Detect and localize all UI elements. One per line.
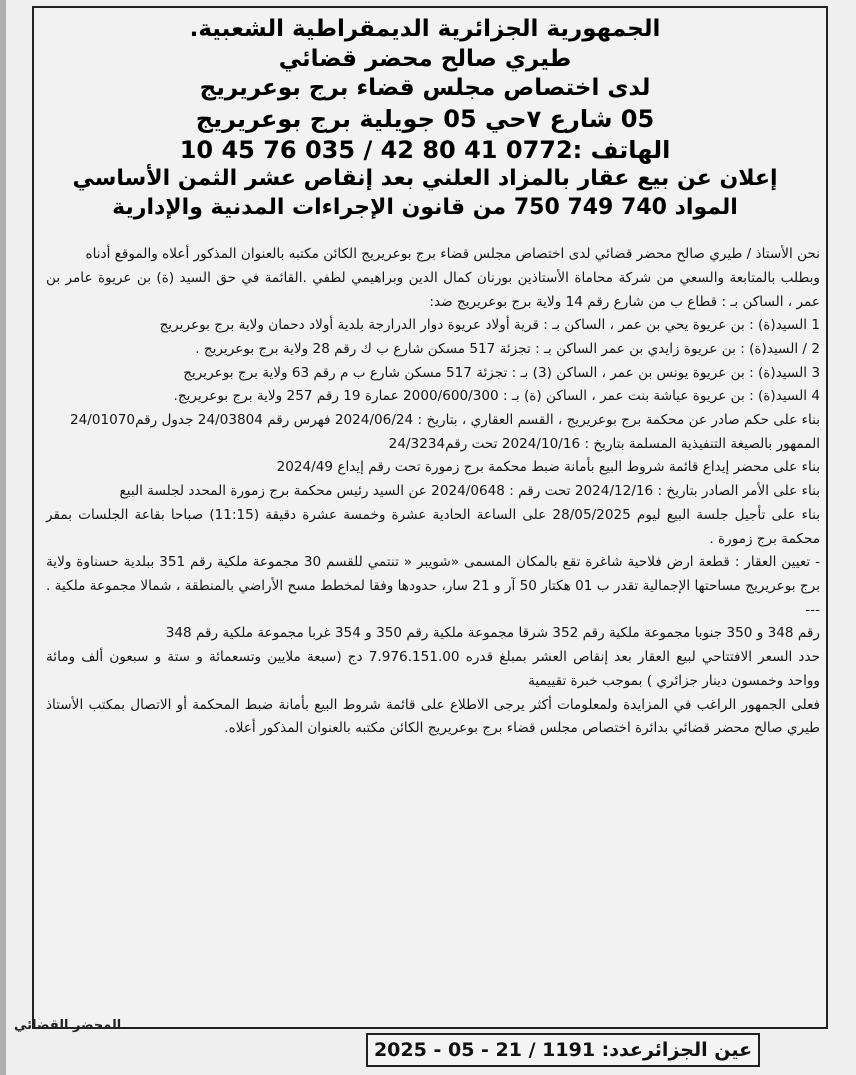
body-paragraph: 3 السيد(ة) : بن عريوة يونس بن عمر ، الساكن (3) بـ : تجزئة 517 مسكن شارع ب م رقم 63 ولاية برج بوعريريج xyxy=(183,364,820,381)
header-republic-name: الجمهورية الجزائرية الديمقراطية الشعبية. xyxy=(189,16,661,42)
body-paragraph: بناء على حكم صادر عن محكمة برج بوعريريج ، القسم العقاري ، بتاريخ : 2024/06/24 فهرس رقم 24/03804 جدول رقم24/01070 xyxy=(69,412,820,429)
announcement-header xyxy=(34,8,826,221)
body-paragraph: الممهور بالصيغة التنفيذية المسلمة بتاريخ : 2024/10/16 تحت رقم24/3234 xyxy=(388,435,820,452)
newspaper-issue-box xyxy=(366,1033,760,1067)
announcement-frame xyxy=(32,6,828,1029)
announcement-title: إعلان عن بيع عقار بالمزاد العلني بعد إنقاص عشر الثمن الأساسي xyxy=(72,166,778,192)
body-paragraph: بناء على محضر إيداع قائمة شروط البيع بأمانة ضبط محكمة برج زمورة تحت رقم إيداع 2024/49 xyxy=(276,459,820,476)
header-bailiff-name: طيري صالح محضر قضائي xyxy=(278,45,572,72)
body-paragraph: نحن الأستاذ / طيري صالح محضر قضائي لدى اختصاص مجلس قضاء برج بوعريريج الكائن مكتبه بالعنوان المذكور أعلاه والموقع أدناه xyxy=(85,246,820,263)
body-paragraph: رقم 348 و 350 جنوبا مجموعة ملكية رقم 352 شرقا مجموعة ملكية رقم 350 و 354 غربا مجموعة ملكية رقم 348 xyxy=(165,625,820,642)
announcement-body xyxy=(34,221,826,741)
header-address: 05 شارع ٧حي 05 جويلية برج بوعريريج xyxy=(195,104,655,133)
scan-edge-shadow xyxy=(0,0,6,1075)
header-phone: الهاتف :0772 41 80 42 / 035 76 45 10 xyxy=(179,135,671,164)
body-paragraph: بناء على الأمر الصادر بتاريخ : 2024/12/16 تحت رقم : 2024/0648 عن السيد رئيس محكمة برج زمورة المحدد لجلسة البيع xyxy=(119,483,820,500)
body-paragraph: 4 السيد(ة) : بن عريوة عياشة بنت عمر ، الساكن (ة) بـ : 2000/600/300 عمارة 19 رقم 257 ولاية برج بوعريريج. xyxy=(173,388,820,405)
body-paragraph: 2 / السيد(ة) : بن عريوة زايدي بن عمر الساكن بـ : تجزئة 517 مسكن شارع ب ك رقم 28 ولاية برج بوعريريج . xyxy=(195,340,820,357)
legal-articles: المواد 740 749 750 من قانون الإجراءات المدنية والإدارية xyxy=(112,194,738,220)
body-paragraph: - تعيين العقار : قطعة ارض فلاحية شاغرة تقع بالمكان المسمى «شويبر « تنتمي للقسم 30 مجموعة ملكية رقم 351 ببلدية حسناوة ولاية برج بوعريريج مساحتها الإجمالية تقدر ب 01 هكتار 50 آر و 21 سار، حدودها وفقا لمخطط مسح الأراضي بالمنطقة ، شمالا مجموعة ملكية . --- xyxy=(46,554,820,618)
body-paragraph: 1 السيد(ة) : بن عريوة يحي بن عمر ، الساكن بـ : قرية أولاد عريوة دوار الدرارجة بلدية أولاد دحمان ولاية برج بوعريريج xyxy=(159,317,820,334)
body-paragraph: وبطلب بالمتابعة والسعي من شركة محاماة الأستاذين بورنان كمال الدين وبراهيمي لطفي .القائمة في حق السيد (ة) بن عريوة عامر بن عمر ، الساكن بـ : قطاع ب من شارع رقم 14 ولاية برج بوعريريج ضد: xyxy=(46,269,820,310)
newspaper-issue-text: عين الجزائرعدد: 1191 / 21 - 05 - 2025 xyxy=(373,1039,753,1061)
body-paragraph: بناء على تأجيل جلسة البيع ليوم 28/05/2025 على الساعة الحادية عشرة وخمسة عشرة دقيقة (11:15) صباحا بقاعة الجلسات بمقر محكمة برج زمورة . xyxy=(46,506,820,547)
body-paragraph: حدد السعر الافتتاحي لبيع العقار بعد إنقاص العشر بمبلغ قدره 7.976.151.00 دج (سبعة ملايين وتسعمائة و ستة و سبعون ألف ومائة وواحد وخمسون دينار جزائري ) بموجب خبرة تقييمية xyxy=(46,649,820,689)
header-jurisdiction: لدى اختصاص مجلس قضاء برج بوعريريج xyxy=(199,75,651,102)
body-paragraph: فعلى الجمهور الراغب في المزايدة ولمعلومات أكثر يرجى الاطلاع على قائمة شروط البيع بأمانة ضبط المحكمة أو الاتصال بمكتب الأستاذ طيري صالح محضر قضائي بدائرة اختصاص مجلس قضاء برج بوعريريج الكائن مكتبه بالعنوان المذكور أعلاه. xyxy=(46,696,820,737)
bailiff-signature-label: المحضر القضائي xyxy=(14,1018,122,1033)
